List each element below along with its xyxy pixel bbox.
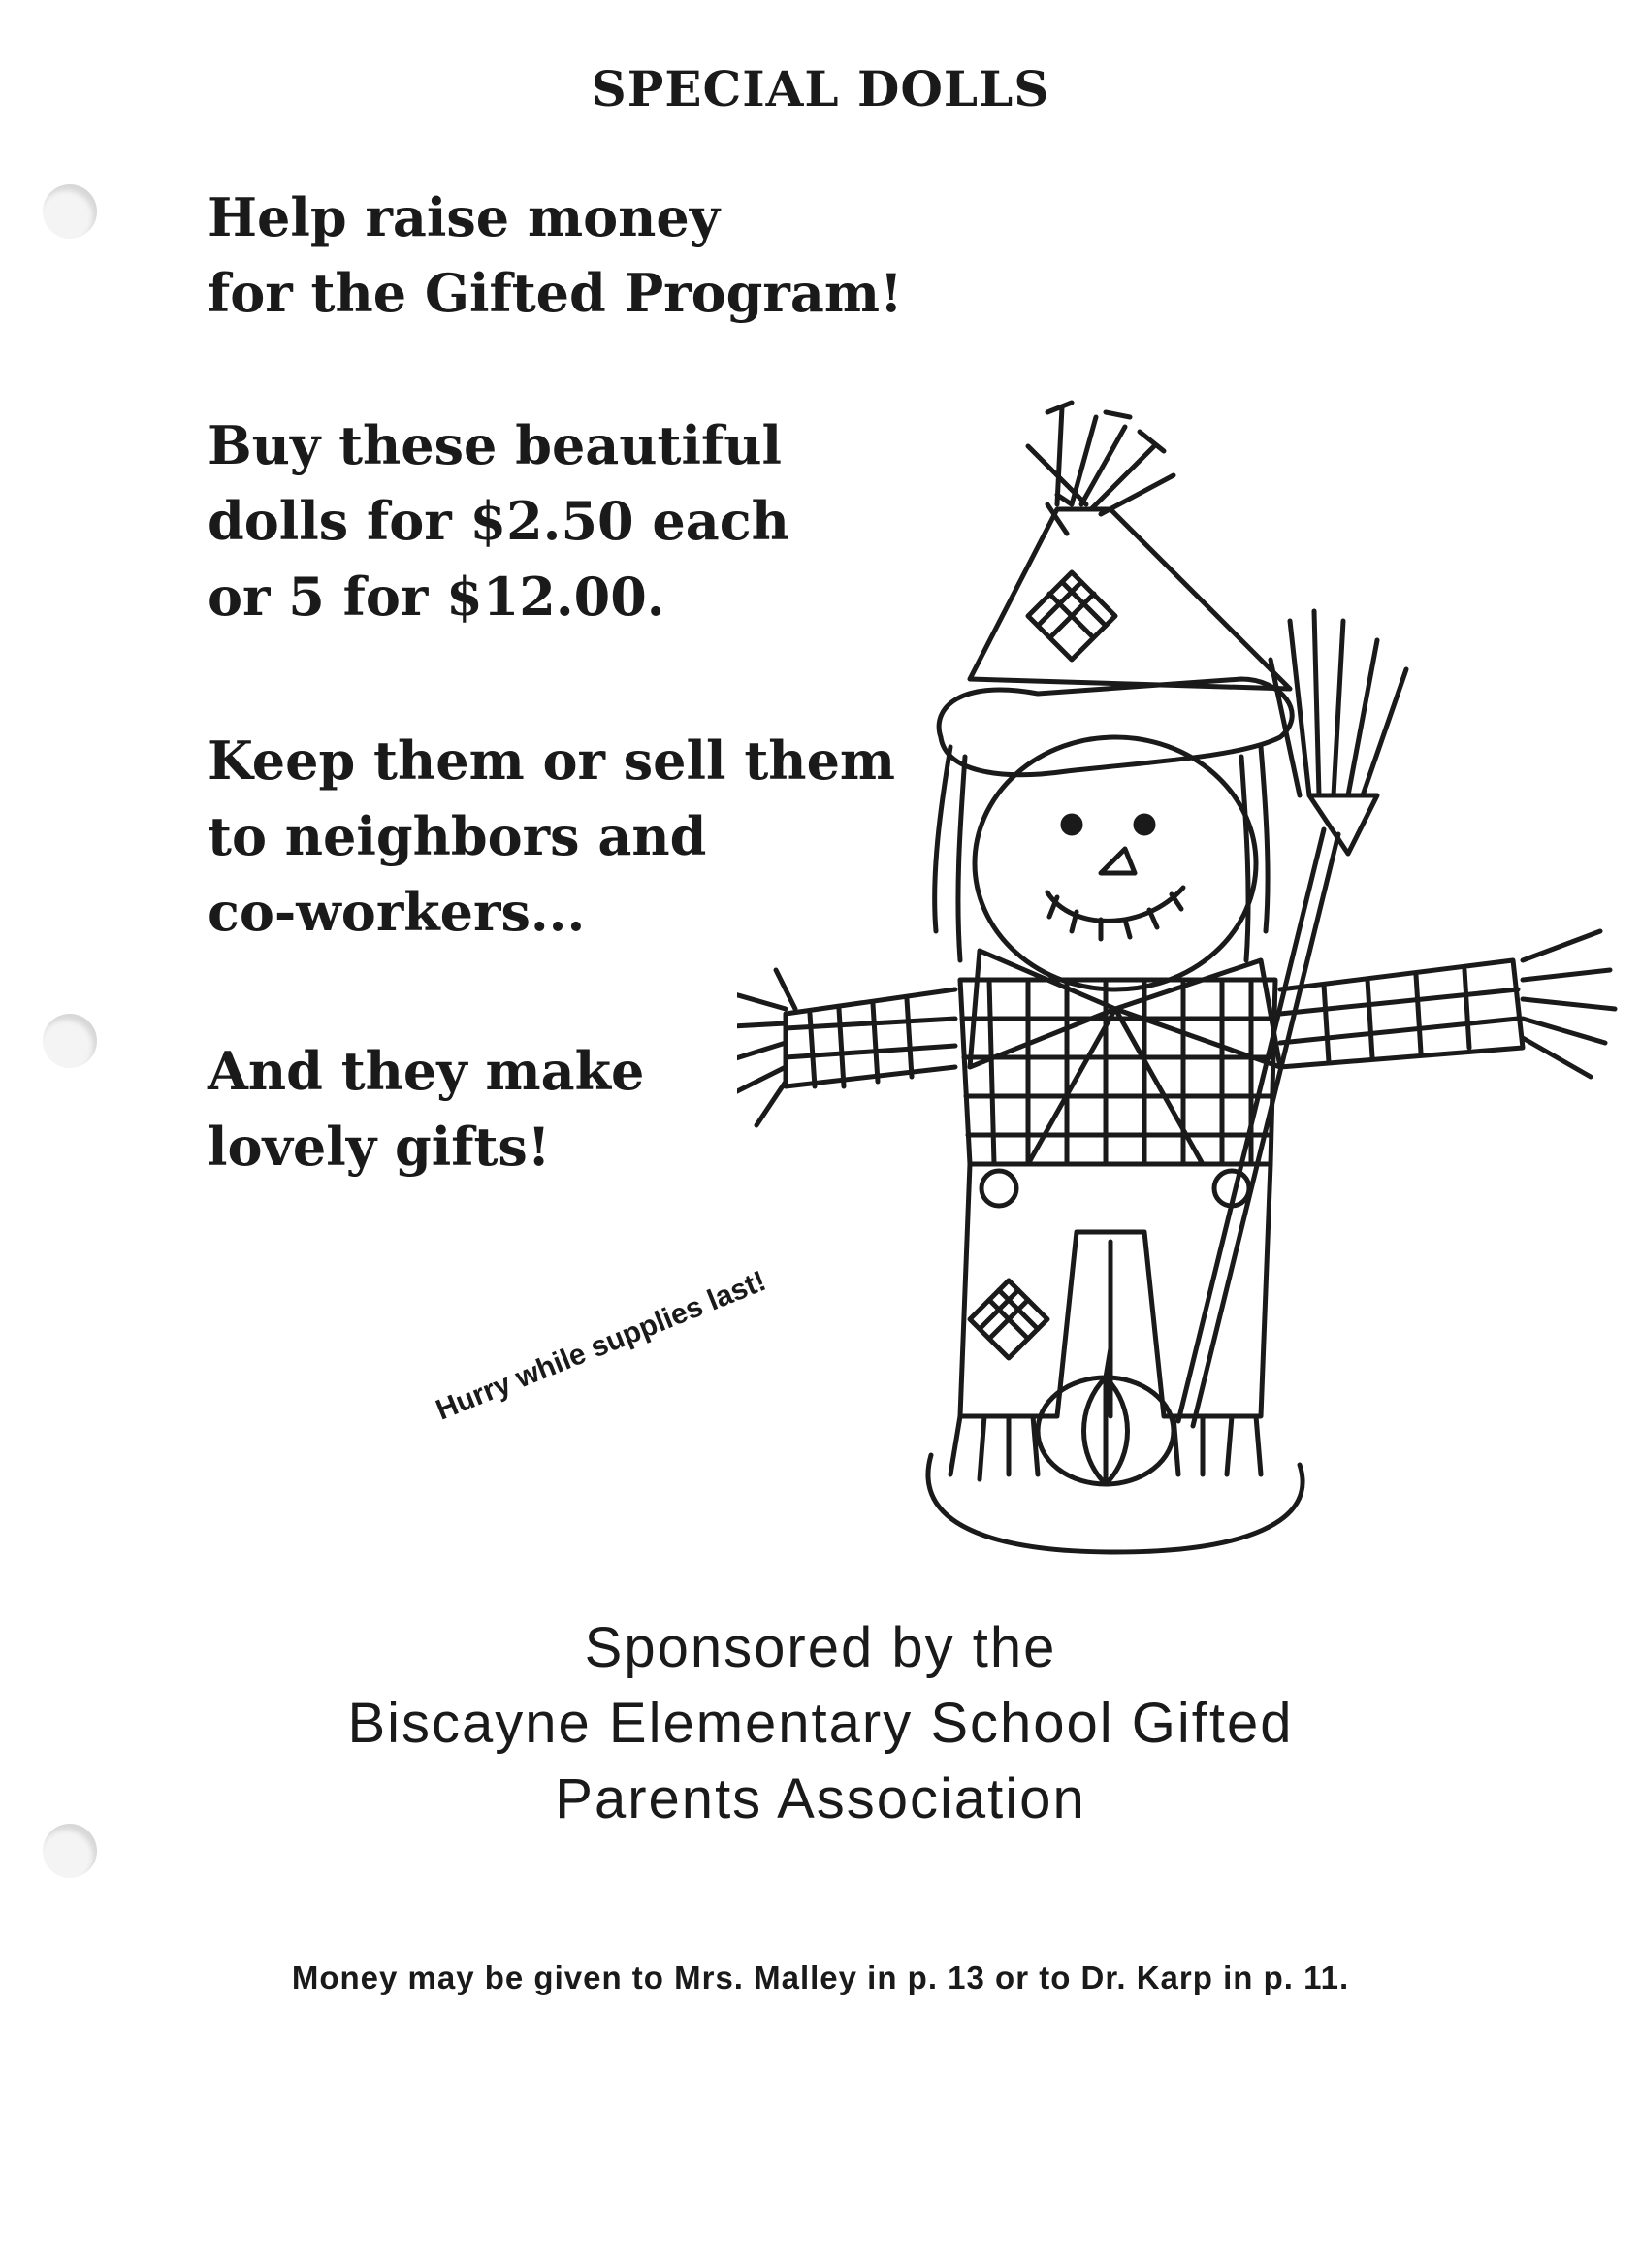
knee-patch (970, 1280, 1047, 1358)
hat-patch (1028, 572, 1115, 660)
text-line: co-workers... (208, 881, 586, 943)
mouth (1047, 888, 1183, 939)
text-line: And they make (208, 1040, 645, 1102)
text-line: or 5 for $12.00. (208, 566, 665, 628)
text-line: dolls for $2.50 each (208, 490, 789, 552)
punch-hole-icon (43, 1014, 97, 1068)
text-line: lovely gifts! (208, 1116, 551, 1178)
text-line: for the Gifted Program! (208, 262, 903, 324)
text-block-price (208, 407, 789, 634)
sponsor-block (0, 1610, 1641, 1837)
eye-left (1063, 816, 1080, 833)
text-block-raise-money (208, 179, 903, 331)
sponsor-line: Parents Association (555, 1767, 1086, 1831)
text-block-gifts (208, 1033, 644, 1184)
hat-brim (939, 679, 1292, 775)
money-note: Money may be given to Mrs. Malley in p. 13 or to Dr. Karp in p. 11. (291, 1960, 1350, 1995)
hat-cone (970, 509, 1290, 689)
face (975, 737, 1256, 989)
eye-right (1136, 816, 1153, 833)
sponsor-line: Biscayne Elementary School Gifted (347, 1692, 1294, 1755)
scarecrow-icon (737, 388, 1629, 1610)
page-title: SPECIAL DOLLS (591, 60, 1050, 117)
sponsor-line: Sponsored by the (584, 1616, 1057, 1679)
hurry-note: Hurry while supplies last! (432, 1264, 771, 1427)
text-line: Keep them or sell them (208, 729, 896, 792)
hat-straw (1028, 403, 1174, 534)
text-line: Help raise money (208, 186, 721, 248)
nose (1101, 849, 1135, 873)
punch-hole-icon (43, 184, 97, 239)
text-line: Buy these beautiful (208, 414, 783, 476)
text-line: to neighbors and (208, 805, 707, 867)
